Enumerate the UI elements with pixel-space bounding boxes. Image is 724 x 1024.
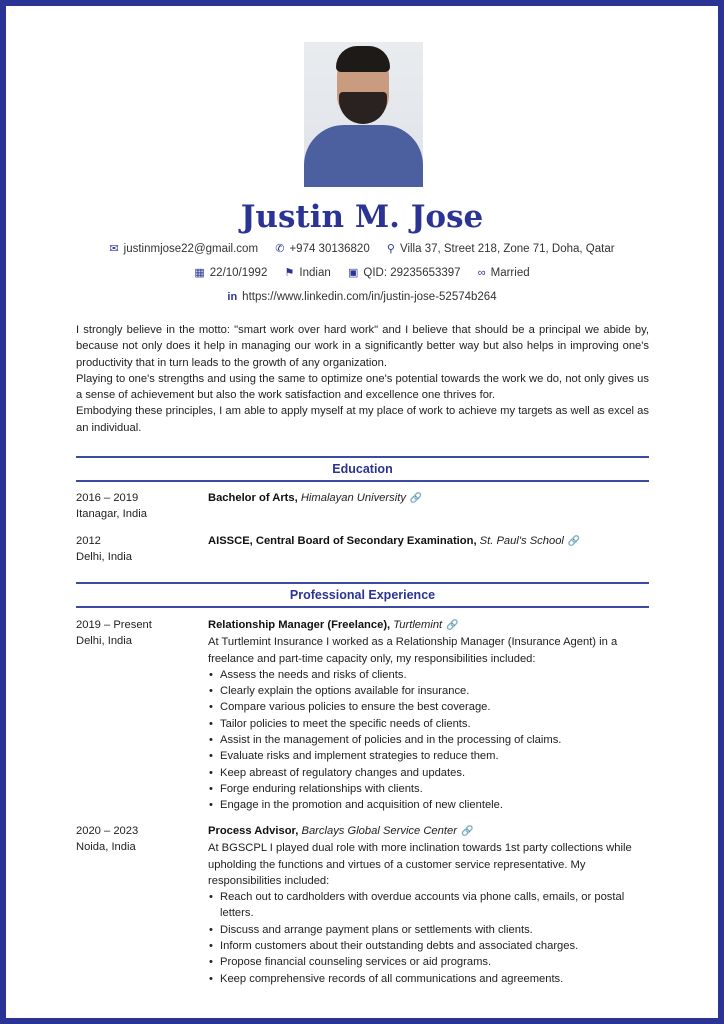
responsibility-item: • Discuss and arrange payment plans or settlements with clients. bbox=[208, 922, 649, 938]
rings-icon: ∞ bbox=[477, 267, 486, 279]
qid: QID: 29235653397 bbox=[363, 267, 461, 279]
responsibility-item: • Compare various policies to ensure the best coverage. bbox=[208, 699, 649, 715]
entry-dates: 2019 – Present bbox=[76, 619, 152, 631]
link-icon[interactable]: 🔗 bbox=[567, 536, 581, 547]
responsibility-item: • Assist in the management of policies and in the processing of claims. bbox=[208, 732, 649, 748]
birth-date: 22/10/1992 bbox=[209, 267, 268, 279]
responsibility-item: • Assess the needs and risks of clients. bbox=[208, 667, 649, 683]
phone[interactable]: +974 30136820 bbox=[289, 243, 370, 255]
responsibility-list bbox=[208, 667, 649, 814]
flag-icon: ⚑ bbox=[284, 267, 295, 279]
calendar-icon: ▦ bbox=[194, 267, 205, 279]
education-entry bbox=[76, 490, 649, 521]
responsibility-item: • Keep abreast of regulatory changes and updates. bbox=[208, 765, 649, 781]
company: Barclays Global Service Center bbox=[301, 825, 457, 837]
responsibility-item: • Reach out to cardholders with overdue accounts via phone calls, emails, or postal letters. bbox=[208, 889, 649, 922]
responsibility-item: • Keep comprehensive records of all communications and agreements. bbox=[208, 971, 649, 987]
responsibility-item: • Evaluate risks and implement strategies to reduce them. bbox=[208, 748, 649, 764]
responsibility-list bbox=[208, 889, 649, 987]
link-icon[interactable]: 🔗 bbox=[460, 826, 474, 837]
entry-location: Delhi, India bbox=[76, 635, 132, 648]
envelope-icon: ✉ bbox=[109, 243, 119, 255]
degree: Bachelor of Arts, bbox=[208, 492, 298, 504]
responsibility-item: • Tailor policies to meet the specific needs of clients. bbox=[208, 716, 649, 732]
role: Relationship Manager (Freelance), bbox=[208, 619, 391, 631]
responsibility-item: • Clearly explain the options available for insurance. bbox=[208, 683, 649, 699]
entry-location: Itanagar, India bbox=[76, 508, 147, 521]
contact-row-1 bbox=[0, 241, 724, 257]
id-badge-icon: ▣ bbox=[347, 267, 359, 279]
entry-dates: 2012 bbox=[76, 535, 101, 547]
linkedin-icon: in bbox=[227, 291, 238, 303]
entry-description: At BGSCPL I played dual role with more inclination towards 1st party collections while upholding the functions and virtues of a customer service representative. My responsibilities included: bbox=[208, 842, 632, 887]
candidate-name: Justin M. Jose bbox=[240, 199, 484, 235]
contact-row-3 bbox=[0, 289, 724, 305]
address: Villa 37, Street 218, Zone 71, Doha, Qatar bbox=[399, 243, 615, 255]
school: St. Paul's School bbox=[479, 535, 564, 547]
responsibility-item: • Engage in the promotion and acquisition of new clientele. bbox=[208, 797, 649, 813]
entry-dates: 2016 – 2019 bbox=[76, 492, 139, 504]
company: Turtlemint bbox=[393, 619, 443, 631]
marital-status: Married bbox=[490, 267, 530, 279]
profile-photo bbox=[304, 42, 423, 187]
experience-entry bbox=[76, 823, 649, 987]
summary bbox=[76, 322, 649, 436]
link-icon[interactable]: 🔗 bbox=[446, 620, 459, 631]
link-icon[interactable]: 🔗 bbox=[409, 493, 423, 504]
nationality: Indian bbox=[299, 267, 331, 279]
education-entry bbox=[76, 533, 649, 564]
role: Process Advisor, bbox=[208, 825, 299, 837]
linkedin-link[interactable]: https://www.linkedin.com/in/justin-jose-52574b264 bbox=[242, 291, 497, 303]
entry-location: Delhi, India bbox=[76, 551, 132, 564]
summary-paragraph: Playing to one's strengths and using the same to optimize one's potential towards the work we do, not only gives us a sense of achievement but also the work satisfaction and excellence one thrives for. bbox=[76, 372, 649, 402]
school: Himalayan University bbox=[300, 492, 406, 504]
responsibility-item: • Forge enduring relationships with clients. bbox=[208, 781, 649, 797]
section-heading-education: Education bbox=[76, 456, 649, 482]
location-pin-icon: ⚲ bbox=[386, 243, 395, 255]
degree: AISSCE, Central Board of Secondary Examination, bbox=[208, 535, 477, 547]
summary-paragraph: Embodying these principles, I am able to apply myself at my place of work to achieve my targets as well as excel as an individual. bbox=[76, 405, 649, 434]
responsibility-item: • Inform customers about their outstanding debts and associated charges. bbox=[208, 938, 649, 954]
entry-location: Noida, India bbox=[76, 841, 136, 854]
phone-icon: ✆ bbox=[275, 243, 285, 255]
entry-dates: 2020 – 2023 bbox=[76, 825, 139, 837]
contact-row-2 bbox=[0, 265, 724, 281]
summary-paragraph: I strongly believe in the motto: "smart work over hard work" and I believe that should be a principal we abide by, because not only does it help in managing our work in a significantly better way but also helps in improving one's productivity that in turn leads to the growth of any organization. bbox=[76, 324, 649, 369]
responsibility-item: • Propose financial counseling services or aid programs. bbox=[208, 954, 649, 970]
experience-entry bbox=[76, 617, 649, 814]
email-link[interactable]: justinmjose22@gmail.com bbox=[123, 243, 259, 255]
entry-description: At Turtlemint Insurance I worked as a Relationship Manager (Insurance Agent) in a freelance and part-time capacity only, my responsibilities included: bbox=[208, 636, 618, 665]
section-heading-experience: Professional Experience bbox=[76, 582, 649, 608]
